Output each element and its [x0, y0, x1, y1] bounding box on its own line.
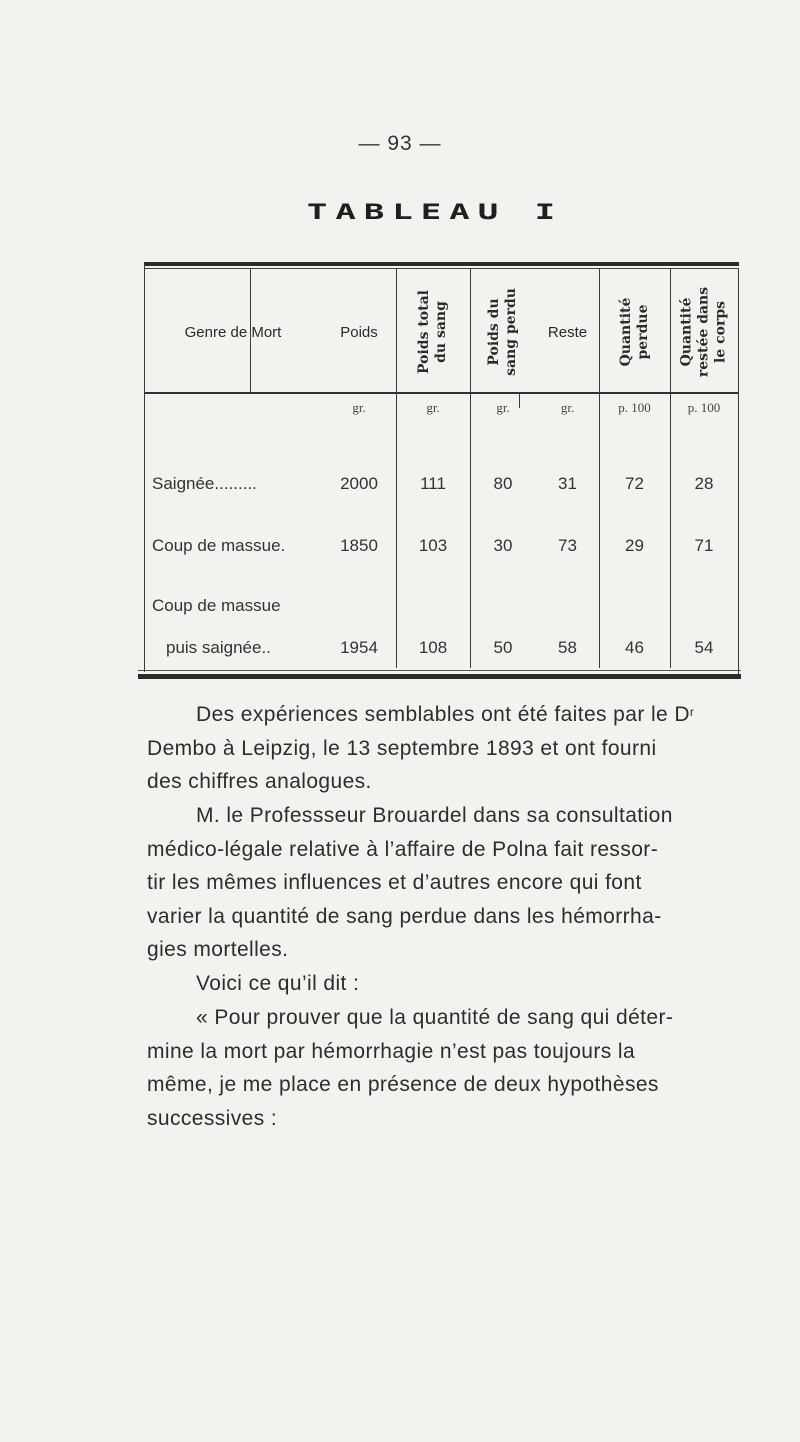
column-divider: [738, 268, 739, 678]
table-top-rule-thin: [144, 268, 739, 269]
table-top-rule: [144, 262, 739, 266]
header-quantite-perdue: Quantité perdue: [617, 297, 651, 367]
row-label: Coup de massue: [152, 596, 281, 615]
table-cell: 2000: [340, 474, 378, 493]
paragraph-experiences: [147, 698, 747, 799]
text-line: M. le Professseur Brouardel dans sa consultation: [196, 804, 673, 827]
unit-label: gr.: [496, 400, 510, 415]
text-line: mine la mort par hémorrhagie n’est pas toujours la: [147, 1039, 636, 1063]
page-number: — 93 —: [358, 132, 442, 155]
header-reste: Reste: [547, 323, 588, 341]
table-cell: 54: [694, 638, 714, 657]
header-separator: [144, 392, 739, 394]
text-line: médico-légale relative à l’affaire de Polna fait ressor-: [147, 837, 659, 861]
text-line: Voici ce qu’il dit :: [196, 972, 360, 995]
table-title: TABLEAU I: [306, 199, 564, 225]
table-cell: 111: [420, 474, 446, 493]
unit-label: gr.: [560, 400, 575, 415]
text-line: tir les mêmes influences et d’autres encore qui font: [147, 871, 642, 894]
text-line: Dembo à Leipzig, le 13 septembre 1893 et ont fourni: [147, 736, 657, 760]
table-cell: 71: [694, 536, 714, 555]
unit-label: gr.: [352, 400, 366, 415]
table-cell: 50: [493, 638, 513, 657]
table-cell: 73: [558, 536, 577, 555]
table-cell: 80: [493, 474, 513, 493]
table-cell: 103: [418, 536, 448, 555]
table-cell: 108: [418, 638, 448, 657]
header-poids-total: Poids total du sang: [416, 289, 449, 375]
paragraph-voici: [147, 967, 747, 1001]
text-line: gies mortelles.: [147, 938, 289, 961]
table-cell: 29: [625, 536, 644, 555]
table-cell: 28: [694, 474, 714, 493]
table-cell: 58: [558, 638, 577, 657]
unit-label: p. 100: [687, 400, 721, 415]
text-line: des chiffres analogues.: [147, 770, 372, 793]
text-line: successives :: [147, 1106, 278, 1130]
row-label: Saignée.........: [152, 474, 257, 493]
text-line: varier la quantité de sang perdue dans les hémorrha-: [147, 904, 662, 928]
row-label: Coup de massue.: [152, 536, 286, 555]
unit-label: p. 100: [618, 400, 651, 415]
table-cell: 72: [625, 474, 644, 493]
data-table: [144, 262, 740, 680]
table-cell: 46: [625, 638, 644, 657]
header-poids-perdu: Poids du sang perdu: [486, 288, 519, 376]
table-cell: 31: [558, 474, 577, 493]
text-line: Des expériences semblables ont été faites par le $D^r$: [196, 703, 695, 726]
text-line: même, je me place en présence de deux hypothèses: [147, 1073, 659, 1096]
unit-label: gr.: [426, 400, 440, 415]
header-poids: Poids: [340, 323, 378, 341]
row-label-continuation: puis saignée..: [166, 638, 271, 657]
table-cell: 1954: [340, 638, 378, 657]
table-bottom-rule-thin: [138, 670, 741, 671]
text-line: « Pour prouver que la quantité de sang qui déter-: [196, 1006, 674, 1029]
paragraph-quote: [147, 1001, 747, 1135]
paragraph-brouardel: [147, 799, 747, 967]
table-cell: 30: [493, 536, 513, 555]
header-genre-de-mort: Genre de Mort: [184, 323, 282, 341]
header-quantite-restee: Quantité restée dans le corps: [678, 286, 729, 378]
table-bottom-rule: [138, 674, 741, 679]
table-cell: 1850: [340, 536, 378, 555]
